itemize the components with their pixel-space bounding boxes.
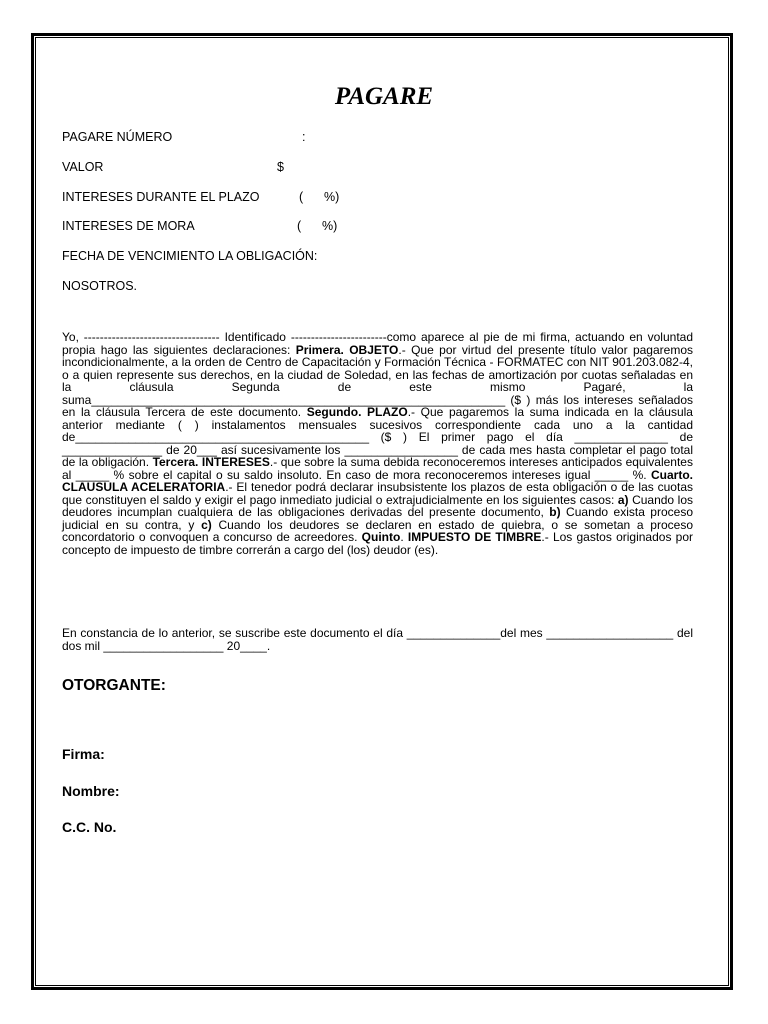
valor-label: VALOR — [62, 160, 104, 174]
intereses-mora-label: INTERESES DE MORA — [62, 219, 195, 233]
clauses-paragraph: Yo, ---------------------------------- Identificado ------------------------como aparece al pie de mi firma, actuando en voluntad propia hago las siguientes declaraciones: Primera. OBJETO.- Que por virtud del presente título valor pagaremos incondicionalmente, a la orden de Centro de Capacitación y Formación Técnica - FORMATEC con NIT 901.203.082-4, o a quien represente sus derechos, en la ciudad de Soledad, en las fechas de amortización por cuotas señaladas en la cláusula Segunda de este mismo Pagaré, la suma______________________________________________________________ ($ ) más los intereses señalados en la cláusula Tercera de este documento. Segundo. PLAZO.- Que pagaremos la suma indicada en la cláusula anterior mediante ( ) instalamentos mensuales sucesivos correspondiente cada uno a la cantidad de____________________________________________ ($ ) El primer pago el día ______________ de _______________ de 20___ así sucesivamente los _________________ de cada mes hasta completar el pago total de la obligación. Tercera. INTERESES.- que sobre la suma debida reconoceremos intereses anticipados equivalentes al _____ % sobre el capital o su saldo insoluto. En caso de mora reconoceremos intereses igual _____ %. Cuarto. CLAUSULA ACELERATORIA.- El tenedor podrá declarar insubsistente los plazos de esta obligación o de las cuotas que constituyen el saldo y exigir el pago inmediato judicial o extrajudicialmente en los siguientes casos: a) Cuando los deudores incumplan cualquiera de las obligaciones derivadas del presente documento, b) Cuando exista proceso judicial en su contra, y c) Cuando los deudores se declaren en estado de quiebra, o se sometan a proceso concordatorio o convoquen a concurso de acreedores. Quinto. IMPUESTO DE TIMBRE.- Los gastos originados por concepto de impuesto de timbre correrán a cargo del (los) deudor (es). — [62, 330, 694, 557]
clause-segundo: Segundo. PLAZO — [306, 405, 408, 419]
clause-primera: Primera. OBJETO — [295, 342, 399, 357]
pagare-numero-separator: : — [302, 130, 306, 144]
nosotros-label: NOSOTROS. — [62, 279, 138, 293]
cc-label: C.C. No. — [62, 819, 117, 835]
intereses-mora-percent: ( %) — [297, 219, 338, 233]
clause-cuarto: Cuarto. CLAUSULA ACELERATORIA — [62, 467, 693, 494]
nombre-label: Nombre: — [62, 783, 120, 799]
clause-tercera: Tercera. INTERESES — [152, 455, 270, 469]
pagare-numero-label: PAGARE NÚMERO — [62, 130, 173, 144]
document-title: PAGARE — [334, 83, 434, 110]
valor-currency: $ — [277, 160, 284, 174]
intereses-plazo-label: INTERESES DURANTE EL PLAZO — [62, 190, 260, 204]
otorgante-label: OTORGANTE: — [62, 677, 166, 694]
clause-impuesto: IMPUESTO DE TIMBRE — [407, 530, 542, 544]
vencimiento-label: FECHA DE VENCIMIENTO LA OBLIGACIÓN: — [62, 249, 318, 263]
clause-quinto: Quinto — [361, 530, 401, 544]
constancia-paragraph: En constancia de lo anterior, se suscribe este documento el día ______________del mes ___________________ del dos mil __________________ 20____. — [62, 626, 693, 653]
intereses-plazo-percent: ( %) — [299, 190, 340, 204]
firma-label: Firma: — [62, 746, 105, 762]
